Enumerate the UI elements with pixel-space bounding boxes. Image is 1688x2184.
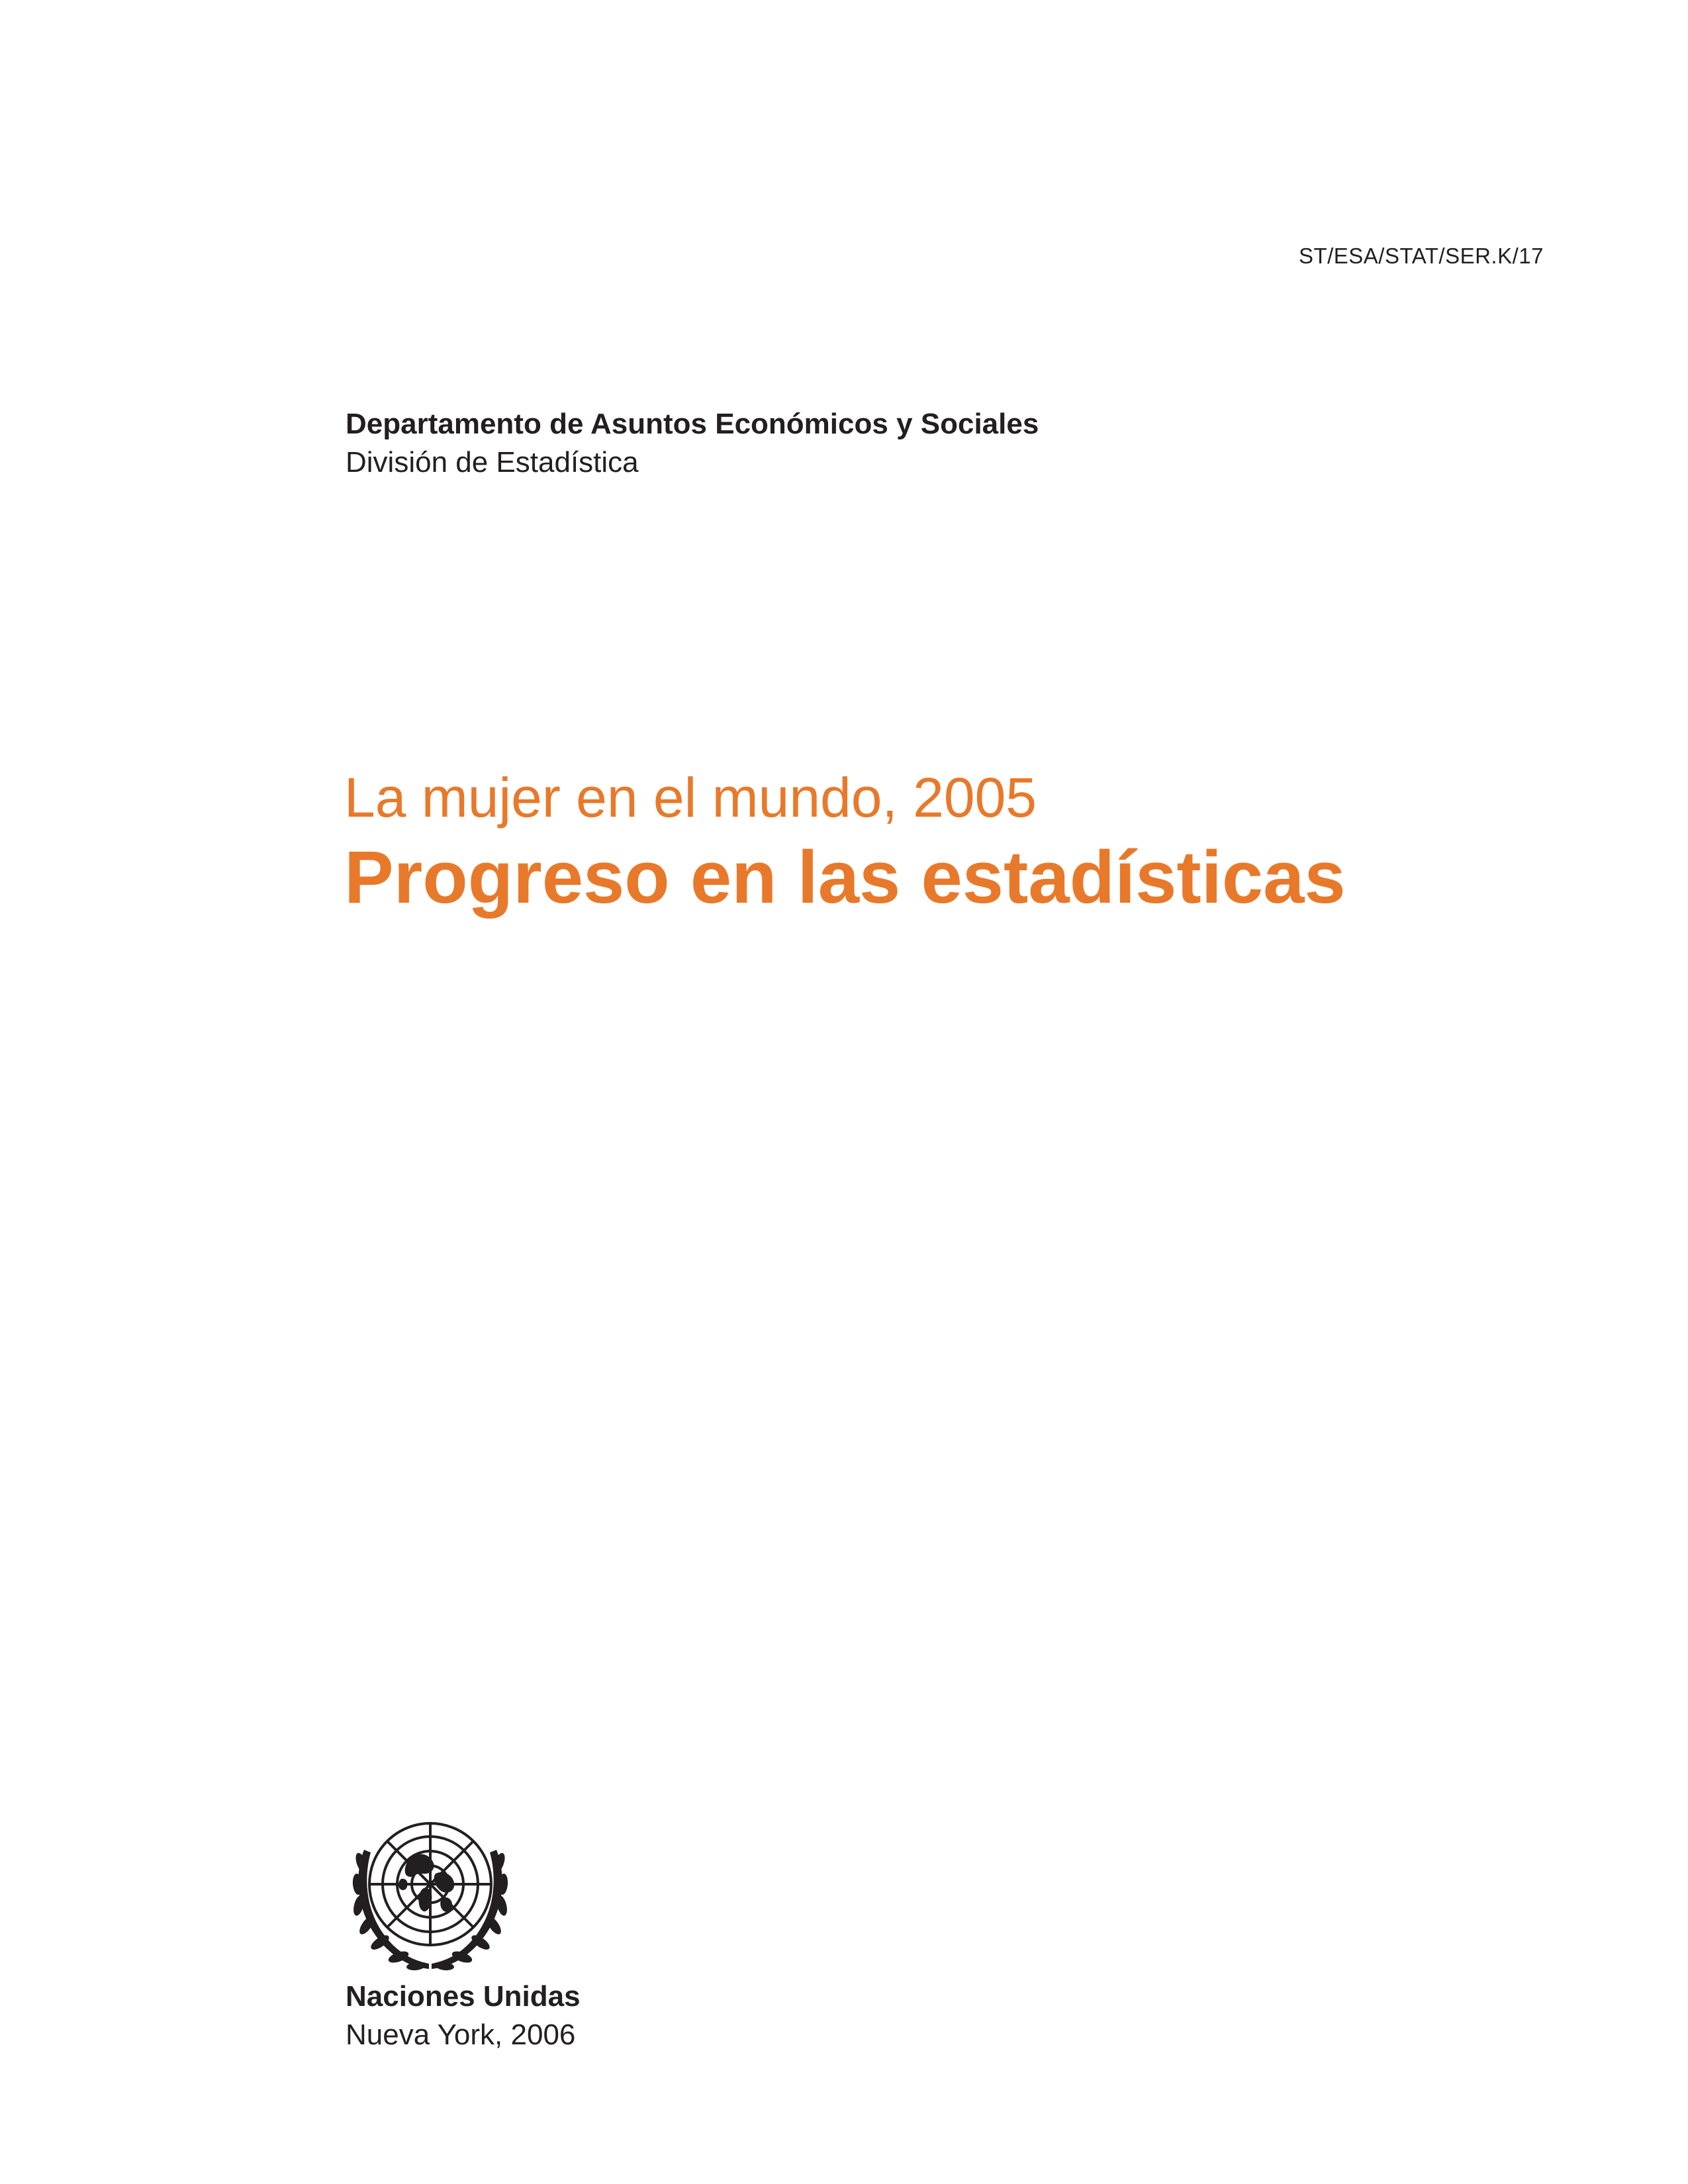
title-line-2: Progreso en las estadísticas (344, 836, 1346, 919)
department-name: Departamento de Asuntos Económicos y Sociales (346, 408, 1039, 440)
department-block (346, 405, 1039, 482)
un-emblem-icon (344, 1810, 516, 1976)
publisher-name: Naciones Unidas (346, 1980, 581, 2013)
title-block (344, 761, 1346, 921)
publisher-block (346, 1978, 581, 2054)
title-line-1: La mujer en el mundo, 2005 (344, 766, 1037, 829)
publisher-place-year: Nueva York, 2006 (346, 2019, 576, 2051)
division-name: División de Estadística (346, 446, 639, 478)
document-symbol: ST/ESA/STAT/SER.K/17 (1298, 244, 1544, 268)
